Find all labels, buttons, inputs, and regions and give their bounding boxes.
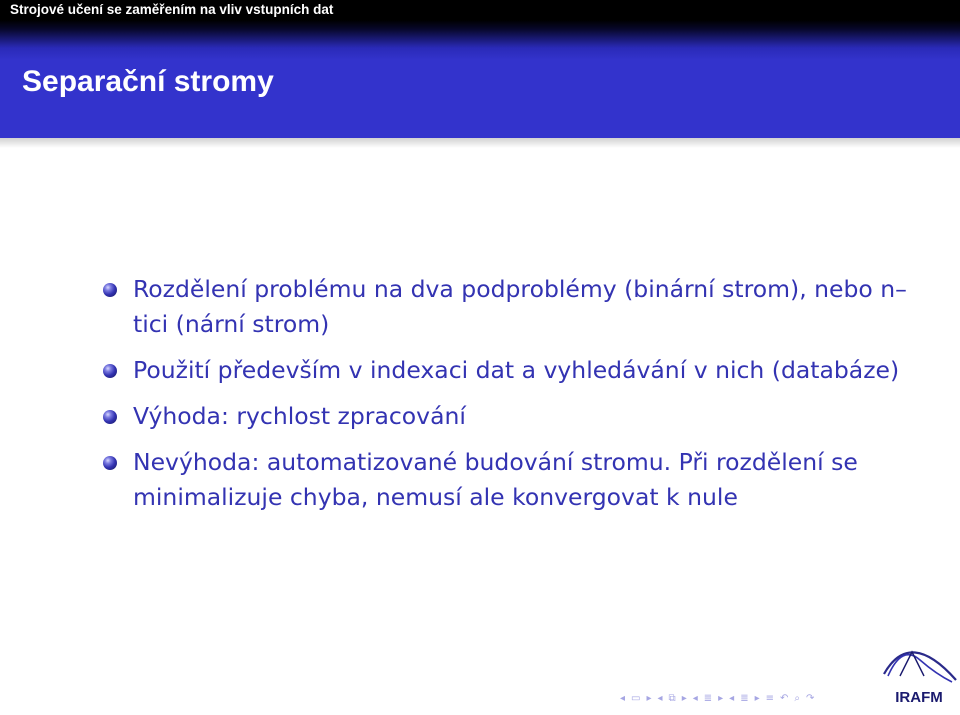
list-item-text: Nevýhoda: automatizované budování stromu. Při rozdělení se minimalizuje chyba, nemusí ale konvergovat k nule bbox=[133, 448, 858, 511]
bullet-ball-icon bbox=[103, 456, 117, 470]
nav-outline-icon[interactable]: ≡ bbox=[765, 693, 775, 704]
nav-search-back-icon[interactable]: ↶ bbox=[780, 693, 789, 704]
headline-bar bbox=[0, 0, 960, 20]
list-item-text: Rozdělení problému na dva podproblémy (binární strom), nebo n–tici (nární strom) bbox=[133, 275, 907, 338]
list-item bbox=[0, 353, 960, 388]
nav-subsection-icon[interactable]: ⧉ bbox=[668, 693, 676, 704]
bullet-list bbox=[0, 272, 960, 526]
navigation-bar bbox=[620, 691, 950, 707]
nav-frame-icon[interactable]: ▭ bbox=[631, 693, 641, 704]
list-item-text: Použití především v indexaci dat a vyhledávání v nich (databáze) bbox=[133, 356, 900, 384]
nav-search-icon[interactable]: ⌕ bbox=[794, 693, 801, 704]
bullet-ball-icon bbox=[103, 364, 117, 378]
list-item-text: Výhoda: rychlost zpracování bbox=[133, 402, 466, 430]
nav-first-icon[interactable]: ◂ bbox=[620, 693, 626, 704]
nav-section-icon[interactable]: ≣ bbox=[703, 693, 713, 704]
list-item bbox=[0, 272, 960, 342]
logo-arc-outer bbox=[884, 652, 956, 680]
logo-text: IRAFM bbox=[895, 689, 943, 706]
nav-section-prev-icon[interactable]: ◂ bbox=[692, 693, 698, 704]
nav-document-prev-icon[interactable]: ◂ bbox=[729, 693, 735, 704]
nav-document-next-icon[interactable]: ▸ bbox=[754, 693, 760, 704]
nav-next-icon[interactable]: ▸ bbox=[646, 693, 652, 704]
presentation-title: Strojové učení se zaměřením na vliv vstupních dat bbox=[10, 2, 334, 17]
frame-title: Separační stromy bbox=[22, 65, 274, 98]
nav-subsection-next-icon[interactable]: ▸ bbox=[681, 693, 687, 704]
nav-subsection-prev-icon[interactable]: ◂ bbox=[657, 693, 663, 704]
nav-section-next-icon[interactable]: ▸ bbox=[718, 693, 724, 704]
nav-document-icon[interactable]: ≣ bbox=[740, 693, 749, 704]
bullet-ball-icon bbox=[103, 283, 117, 297]
title-bar-shadow bbox=[0, 138, 960, 148]
nav-search-forward-icon[interactable]: ↷ bbox=[806, 693, 815, 704]
bullet-ball-icon bbox=[103, 410, 117, 424]
list-item bbox=[0, 445, 960, 515]
list-item bbox=[0, 399, 960, 434]
